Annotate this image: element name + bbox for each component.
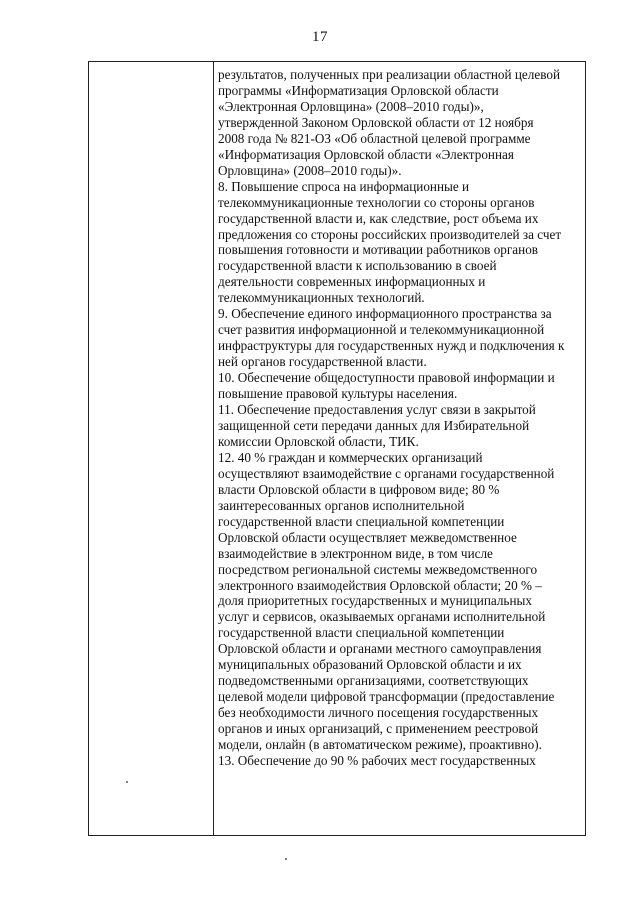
text-line: Орловской области осуществляет межведомственное [218, 529, 517, 545]
text-line: ней органов государственной власти. [218, 354, 427, 370]
text-line: инфраструктуры для государственных нужд и подключения к [218, 338, 565, 354]
text-line: Орловщина» (2008–2010 годы)». [218, 162, 402, 178]
text-line: Орловской области и органами местного самоуправления [218, 641, 542, 657]
text-line: подведомственными организациями, соответствующих [218, 673, 529, 689]
text-line: защищенной сети передачи данных для Избирательной [218, 417, 530, 433]
text-line: предложения со стороны российских производителей за счет [218, 226, 562, 242]
text-line: органов и иных организаций, с применением реестровой [218, 721, 539, 737]
text-line: программы «Информатизация Орловской области [218, 82, 499, 98]
text-line: результатов, полученных при реализации областной целевой [218, 67, 561, 82]
text-line: услуг и сервисов, оказываемых органами исполнительной [218, 609, 546, 625]
table-right-cell [214, 62, 585, 835]
text-line: 2008 года № 821-ОЗ «Об областной целевой программе [218, 130, 531, 146]
text-line: телекоммуникационных технологий. [218, 290, 425, 306]
text-line: 9. Обеспечение единого информационного пространства за [218, 306, 552, 322]
text-line: модели, онлайн (в автоматическом режиме), проактивно). [218, 737, 542, 753]
scan-speck [126, 781, 128, 783]
text-line: посредством региональной системы межведомственного [218, 561, 538, 577]
text-line: деятельности современных информационных и [218, 274, 486, 290]
text-line: «Информатизация Орловской области «Электронная [218, 146, 514, 162]
text-line: 11. Обеспечение предоставления услуг связи в закрытой [218, 402, 536, 418]
text-line: «Электронная Орловщина» (2008–2010 годы)», [218, 98, 484, 114]
page-number: 17 [312, 29, 328, 45]
text-line: государственной власти специальной компетенции [218, 513, 505, 529]
text-line: без необходимости личного посещения государственных [218, 705, 539, 721]
text-line: 8. Повышение спроса на информационные и [218, 178, 470, 194]
text-line: телекоммуникационные технологии со стороны органов [218, 194, 535, 210]
scan-speck [285, 858, 287, 860]
text-line: 12. 40 % граждан и коммерческих организаций [218, 449, 483, 465]
text-line: целевой модели цифровой трансформации (предоставление [218, 689, 555, 705]
text-line: утвержденной Законом Орловской области от 12 ноября [218, 114, 534, 130]
text-line: муниципальных образований Орловской области и их [218, 657, 522, 673]
text-line: власти Орловской области в цифровом виде; 80 % [218, 481, 500, 497]
text-line: осуществляют взаимодействие с органами государственной [218, 465, 555, 481]
text-line: 10. Обеспечение общедоступности правовой информации и [218, 370, 555, 386]
table-left-cell [89, 62, 213, 835]
text-line: счет развития информационной и телекоммуникационной [218, 322, 545, 338]
text-line: комиссии Орловской области, ТИК. [218, 433, 419, 449]
text-line: государственной власти к использованию в своей [218, 258, 497, 274]
text-line: доля приоритетных государственных и муниципальных [218, 593, 532, 609]
text-line: 13. Обеспечение до 90 % рабочих мест государственных [218, 752, 536, 768]
text-line: повышение правовой культуры населения. [218, 386, 458, 402]
text-line: государственной власти и, как следствие, рост объема их [218, 210, 539, 226]
text-line: повышения готовности и мотивации работников органов [218, 242, 539, 258]
text-line: электронного взаимодействия Орловской области; 20 % – [218, 577, 542, 593]
content-table [88, 61, 586, 836]
text-line: государственной власти специальной компетенции [218, 625, 505, 641]
text-line: взаимодействие в электронном виде, в том числе [218, 545, 493, 561]
text-line: заинтересованных органов исполнительной [218, 497, 465, 513]
